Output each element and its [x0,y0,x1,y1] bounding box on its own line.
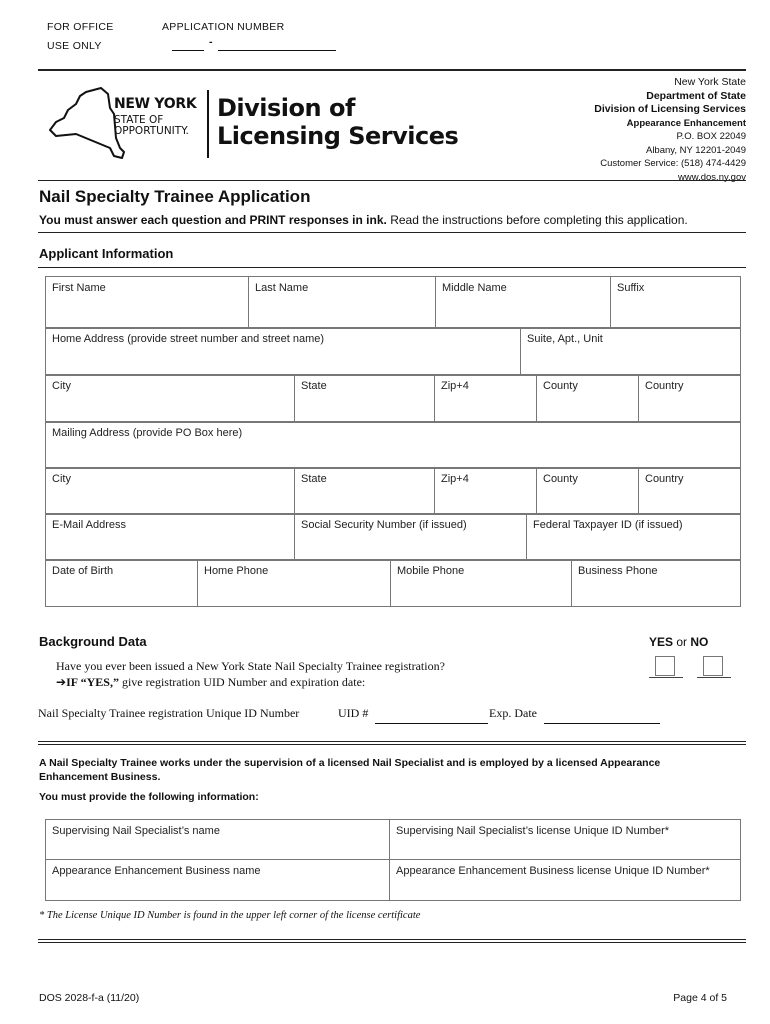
home-address-row [45,327,741,376]
title-rule-top [38,180,746,181]
background-heading: Background Data [39,634,147,649]
dob-field[interactable] [46,560,198,607]
address-state: New York State [674,76,746,88]
state-label: State [301,380,327,392]
exp-date-label: Exp. Date [489,706,537,720]
application-number-field[interactable] [218,38,336,51]
application-number-prefix-field[interactable] [172,38,204,51]
first-name-field[interactable] [46,277,249,329]
footer-rule-1 [38,939,746,940]
address-city: Albany, NY 12201-2049 [645,144,746,156]
mailing-city-field[interactable] [46,468,295,515]
mailing-county-field[interactable] [537,468,639,515]
mailing-country-field[interactable] [639,468,741,515]
address-department: Department of State [646,89,746,102]
mailing-zip-label: Zip+4 [441,473,469,485]
city-row [45,374,741,423]
name-row [45,276,741,329]
mailing-country-label: Country [645,473,684,485]
supervision-rule-top-1 [38,741,746,742]
city-field[interactable] [46,375,295,423]
no-checkbox[interactable] [703,656,723,676]
home-phone-label: Home Phone [204,565,269,577]
mailing-address-label: Mailing Address (provide PO Box here) [52,427,243,439]
specialist-uid-label: Supervising Nail Specialist’s license Unique ID Number* [396,825,670,837]
footer-rule-2 [38,942,746,943]
instruction-rest: Read the instructions before completing this application. [386,213,688,227]
state-field[interactable] [295,375,435,423]
application-number-label: APPLICATION NUMBER [162,21,285,33]
address-block [594,76,746,184]
use-only-label: USE ONLY [47,40,102,52]
instruction-bold: You must answer each question and PRINT responses in ink. [39,213,387,227]
form-instruction [39,213,688,227]
mobile-phone-label: Mobile Phone [397,565,465,577]
address-division: Division of Licensing Services [594,103,746,115]
last-name-label: Last Name [255,282,309,294]
middle-name-label: Middle Name [442,282,507,294]
if-yes-rest: give registration UID Number and expiration date: [118,675,366,689]
arrow-right-icon: ➔ [56,675,67,689]
uid-input[interactable] [375,710,488,724]
division-title-line2: Licensing Services [217,122,459,150]
suffix-field[interactable] [611,277,741,329]
if-yes-instruction [56,675,365,690]
applicant-rule [38,267,746,268]
supervision-table [45,819,741,901]
address-website[interactable]: www.dos.ny.gov [678,171,746,183]
mailing-city-row [45,467,741,515]
zip-label: Zip+4 [441,380,469,392]
for-office-label: FOR OFFICE [47,21,114,33]
page-number: Page 4 of 5 [673,992,727,1004]
yes-checkbox-underline [649,677,683,678]
yes-label: YES [649,635,674,649]
address-unit: Appearance Enhancement [626,117,746,129]
id-row [45,513,741,561]
application-number-dash: - [209,36,213,48]
logo-opportunity: OPPORTUNITY. [114,125,189,137]
logo-new-york: NEW YORK [114,96,197,112]
email-field[interactable] [46,514,295,561]
home-address-field[interactable] [46,328,521,376]
specialist-uid-field[interactable] [390,820,741,860]
if-yes-bold: IF “YES,” [66,675,119,689]
country-field[interactable] [639,375,741,423]
last-name-field[interactable] [249,277,436,329]
first-name-label: First Name [52,282,106,294]
yes-checkbox[interactable] [655,656,675,676]
applicant-info-heading: Applicant Information [39,246,174,261]
suffix-label: Suffix [617,282,645,294]
background-question: Have you ever been issued a New York State Nail Specialty Trainee registration? [56,659,445,673]
home-address-label: Home Address (provide street number and street name) [52,333,325,345]
middle-name-field[interactable] [436,277,611,329]
exp-date-input[interactable] [544,710,660,724]
phone-row [45,559,741,607]
uid-label: Nail Specialty Trainee registration Unique ID Number [38,706,300,720]
logo-state-of: STATE OF [114,114,164,126]
mailing-county-label: County [543,473,578,485]
address-po-box: P.O. BOX 22049 [676,131,746,142]
supervision-statement: A Nail Specialty Trainee works under the supervision of a licensed Nail Specialist and is employed by a licensed Appearance Enhancement Business. [39,757,661,783]
home-phone-field[interactable] [198,560,391,607]
zip-field[interactable] [435,375,537,423]
mailing-address-row [45,421,741,469]
ftid-label: Federal Taxpayer ID (if issued) [533,519,683,531]
business-uid-field[interactable] [390,860,741,901]
email-label: E-Mail Address [52,519,126,531]
business-name-field[interactable] [46,860,390,901]
form-number: DOS 2028-f-a (11/20) [39,992,140,1004]
no-label: NO [690,635,709,649]
city-label: City [52,380,71,392]
uid-hash-label: UID # [338,706,369,720]
form-title: Nail Specialty Trainee Application [39,187,311,206]
uid-footnote: * The License Unique ID Number is found in the upper left corner of the license certificate [39,910,421,921]
mailing-zip-field[interactable] [435,468,537,515]
county-field[interactable] [537,375,639,423]
ftid-field[interactable] [527,514,741,561]
specialist-name-field[interactable] [46,820,390,860]
suite-label: Suite, Apt., Unit [527,333,603,345]
business-phone-field[interactable] [572,560,741,607]
mailing-city-label: City [52,473,71,485]
ssn-label: Social Security Number (if issued) [301,519,467,531]
country-label: Country [645,380,684,392]
specialist-name-label: Supervising Nail Specialist’s name [52,825,220,837]
business-uid-label: Appearance Enhancement Business license Unique ID Number* [396,865,710,877]
county-label: County [543,380,578,392]
logo-divider [207,90,209,158]
division-title-line1: Division of [217,94,355,122]
yes-no-header [649,635,708,649]
mailing-state-label: State [301,473,327,485]
mailing-state-field[interactable] [295,468,435,515]
mobile-phone-field[interactable] [391,560,572,607]
suite-field[interactable] [521,328,741,376]
or-label: or [676,635,688,649]
dob-label: Date of Birth [52,565,114,577]
header-rule [38,69,746,71]
no-checkbox-underline [697,677,731,678]
address-customer-service: Customer Service: (518) 474-4429 [600,158,746,169]
title-rule-bottom [38,232,746,233]
supervision-rule-top-2 [38,744,746,745]
mailing-address-field[interactable] [46,422,741,469]
business-name-label: Appearance Enhancement Business name [52,865,261,877]
ssn-field[interactable] [295,514,527,561]
business-phone-label: Business Phone [578,565,658,577]
must-provide-label: You must provide the following information: [39,791,259,803]
